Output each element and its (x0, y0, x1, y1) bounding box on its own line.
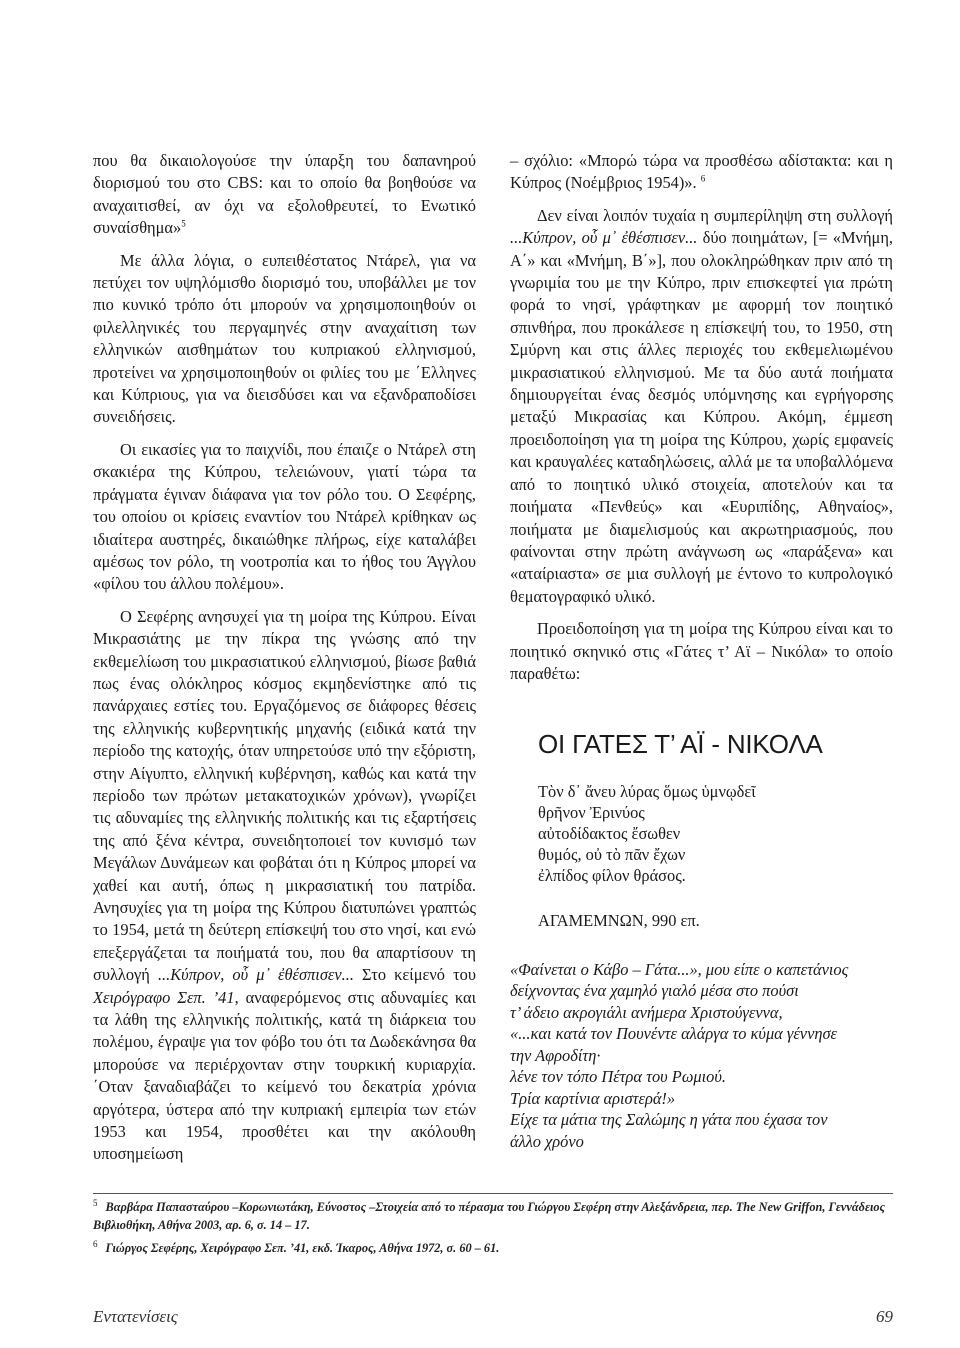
book-title: Χειρόγραφο Σεπ. ’41 (93, 987, 235, 1007)
footnote-number: 6 (93, 1239, 98, 1249)
verse-line: ἐλπίδος φίλον θράσος. (538, 866, 686, 886)
paragraph-text: που θα δικαιολογούσε την ύπαρξη του δαπανηρού διορισμού του στο CBS: και το οποίο θα βοηθούσε να αναχαιτισθεί, αν όχι να εξολοθρευτεί, το Ενωτικό συναίσθημα» (93, 151, 476, 238)
footnote-ref: 5 (181, 218, 186, 229)
quote-line: τ’ άδειο ακρογιάλι ανήμερα Χριστούγεννα, (510, 1002, 783, 1022)
paragraph-text: , αναφερόμενος στις αδυναμίες και τα λάθη της ελληνικής πολιτικής, κατά τη διάρκεια του πολέμου, έγραψε για τον φόβο του ότι τα Δωδεκάνησα θα μπορούσε να περιέρχονταν στην τουρκική κυριαρχία. ΄Οταν ξαναδιαβάζει το κείμενό του δεκατρία χρόνια αργότερα, ύστερα από την κυπριακή εμπειρία των ετών 1953 και 1954, προσθέτει και την ακόλουθη υποσημείωση (93, 987, 476, 1164)
footnote-ref: 6 (700, 173, 706, 184)
verse-line: Τὸν δ᾽ ἄνευ λύρας ὅμως ὑμνῳδεῖ (538, 782, 756, 802)
paragraph (93, 606, 476, 1166)
quote-line: Είχε τα μάτια της Σαλώμης η γάτα που έχασα τον (510, 1110, 828, 1130)
paragraph (93, 150, 476, 240)
verse-line: θρῆνον Ἐρινύος (538, 803, 645, 823)
right-column (510, 150, 893, 1152)
quote-line: λένε τον τόπο Πέτρα του Ρωμιού. (510, 1067, 726, 1087)
quote-line: Τρία καρτίνια αριστερά!» (510, 1088, 676, 1108)
paragraph-text: δύο ποιημάτων, [= «Μνήμη, Α΄» και «Μνήμη, Β΄»], που ολοκληρώθηκαν πριν από τη γνωριμία του με την Κύπρο, πριν επισκεφτεί για πρώτη φορά το νησί, γράφτηκαν με αφορμή τον ποιητικό σπινθήρα, που προκάλεσε η επίσκεψή του, το 1950, στη Σμύρνη και στις άλλες περιοχές του εκθεμελιωμένου μικρασιατικού ελληνισμού. Με τα δύο αυτά ποιήματα δημιουργείται ένας δεσμός υπόμνησης και εγρήγορσης μεταξύ Μικρασίας και Κύπρου. Ακόμη, έμμεση προειδοποίηση για τη μοίρα της Κύπρου, χωρίς εμφανείς και κραυγαλέες καταδηλώσεις, αλλά με τα υποβαλλόμενα από το ποιητικό υλικό στοιχεία, αποτελούν και τα ποιήματα «Πενθεύς» και «Ευριπίδης, Αθηναίος», ποιήματα με διαμελισμούς και ακρωτηριασμούς, που φαίνονται στην πρώτη ανάγνωση ως «παράξενα» και «αταίριαστα» σε μια συλλογή με έντονο το κυπρολογικό θεματογραφικό υλικό. (510, 228, 893, 606)
paragraph: Προειδοποίηση για τη μοίρα της Κύπρου είναι και το ποιητικό σκηνικό στις «Γάτες τ’ Αϊ – Νικόλα» το οποίο παραθέτω: (510, 619, 893, 683)
paragraph-text: Στο κείμενό του (362, 965, 476, 985)
footnote-divider (93, 1193, 893, 1194)
poem-quote (510, 959, 893, 1153)
footnote-text: Βαρβάρα Παπασταύρου –Κορωνιωτάκη, Εύνοστος –Στοιχεία από το πέρασμα του Γιώργου Σεφέρη στην Αλεξάνδρεια, περ. The New Griffon, Γεννάδειος Βιβλιοθήκη, Αθήνα 2003, αρ. 6, σ. 14 – 17. (93, 1200, 886, 1232)
journal-name: Εντατενίσεις (93, 1307, 178, 1326)
footnote-number: 5 (93, 1198, 98, 1208)
poem-title: ΟΙ ΓΑΤΕΣ Τ’ ΑΪ - ΝΙΚΟΛΑ (538, 729, 823, 760)
paragraph-text: Ο Σεφέρης ανησυχεί για τη μοίρα της Κύπρου. Είναι Μικρασιάτης με την πίκρα της γνώσης από την εκθεμελίωση του μικρασιατικού ελληνισμού, βίωσε βαθιά πως ένας ολόκληρος κόσμος εκμηδενίστηκε από τις πανάρχαιες εστίες του. Εργαζόμενος σε διάφορες θέσεις της ελληνικής κυβερνητικής μηχανής (ειδικά κατά την περίοδο της κατοχής, όταν υπηρετούσε υπό την εξόριστη, στην Αίγυπτο, ελληνική κυβέρνηση, καθώς και κατά την περίοδο των πρώτων μετακατοχικών χρόνων), γνωρίζει τις αδυναμίες της ελληνικής πολιτικής και τις εξαρτήσεις της από ξένα κέντρα, συνειδητοποιεί τον κυνισμό των Μεγάλων Δυνάμεων και φοβάται ότι η Κύπρος μπορεί να χαθεί και αυτή, όπως η μικρασιατική του πατρίδα. Ανησυχίες για τη μοίρα της Κύπρου διατυπώνει γραπτώς το 1954, μετά τη δεύτερη επίσκεψή του στο νησί, και ενώ επεξεργάζεται τα ποιήματά του, που θα απαρτίσουν τη συλλογή (93, 606, 476, 985)
paragraph-text: – σχόλιο: «Μπορώ τώρα να προσθέσω αδίστακτα: και η Κύπρος (Νοέμβριος 1954)». (510, 151, 893, 193)
page-number: 69 (876, 1307, 893, 1326)
epigraph-verse (538, 781, 893, 886)
footnote (93, 1240, 893, 1258)
left-column (93, 150, 476, 1176)
paragraph (510, 205, 893, 608)
paragraph-text: Δεν είναι λοιπόν τυχαία η συμπερίληψη στη συλλογή (537, 205, 893, 225)
book-title: ...Κύπρον, οὗ μ᾽ ἐθέσπισεν... (510, 228, 698, 248)
quote-line: δείχνοντας ένα χαμηλό γιαλό μέσα στο πούσι (510, 981, 799, 1001)
quote-line: την Αφροδίτη· (510, 1045, 601, 1065)
verse-line: θυμός, οὐ τὸ πᾶν ἔχων (538, 845, 686, 865)
paragraph: Με άλλα λόγια, ο ευπειθέστατος Ντάρελ, για να πετύχει τον υψηλόμισθο διορισμό του, υποβάλλει με τον πιο κυνικό τρόπο ότι μπορούν να χρησιμοποιηθούν οι φιλελληνικές του περγαμηνές στην αναχαίτιση των ελληνικών αισθημάτων του κυπριακού ελληνισμού, προτείνει να χρησιμοποιηθούν οι φιλίες του με ΄Ελληνες και Κύπριους, για να διεισδύσει και να εξανδραποδίσει συνειδήσεις. (93, 250, 476, 427)
paragraph: Οι εικασίες για το παιχνίδι, που έπαιζε ο Ντάρελ στη σκακιέρα της Κύπρου, τελειώνουν, γιατί τώρα τα πράγματα έγιναν διάφανα για τον ρόλο του. Ο Σεφέρης, του οποίου οι κρίσεις εναντίον του Ντάρελ κρίθηκαν ως ιδιαίτερα αυστηρές, δικαιώθηκε πλήρως, είχε καταλάβει αμέσως τον ρόλο, τη νοοτροπία και το ήθος του Άγγλου «φίλου του άλλου πολέμου». (93, 439, 476, 594)
epigraph-attribution: ΑΓΑΜΕΜΝΩΝ, 990 επ. (538, 911, 700, 931)
quote-line: άλλο χρόνο (510, 1131, 584, 1151)
quote-line: «Φαίνεται ο Κάβο – Γάτα...», μου είπε ο καπετάνιος (510, 959, 849, 979)
footnotes (93, 1199, 893, 1264)
footnote (93, 1199, 893, 1234)
quote-line: «...και κατά τον Πουνέντε αλάργα το κύμα γέννησε (510, 1024, 838, 1044)
paragraph (510, 150, 893, 195)
book-title: ...Κύπρον, οὗ μ᾽ ἐθέσπισεν... (157, 965, 354, 985)
footnote-text: Γιώργος Σεφέρης, Χειρόγραφο Σεπ. ’41, εκδ. Ίκαρος, Αθήνα 1972, σ. 60 – 61. (105, 1241, 500, 1255)
verse-line: αὐτοδίδακτος ἔσωθεν (538, 824, 681, 844)
